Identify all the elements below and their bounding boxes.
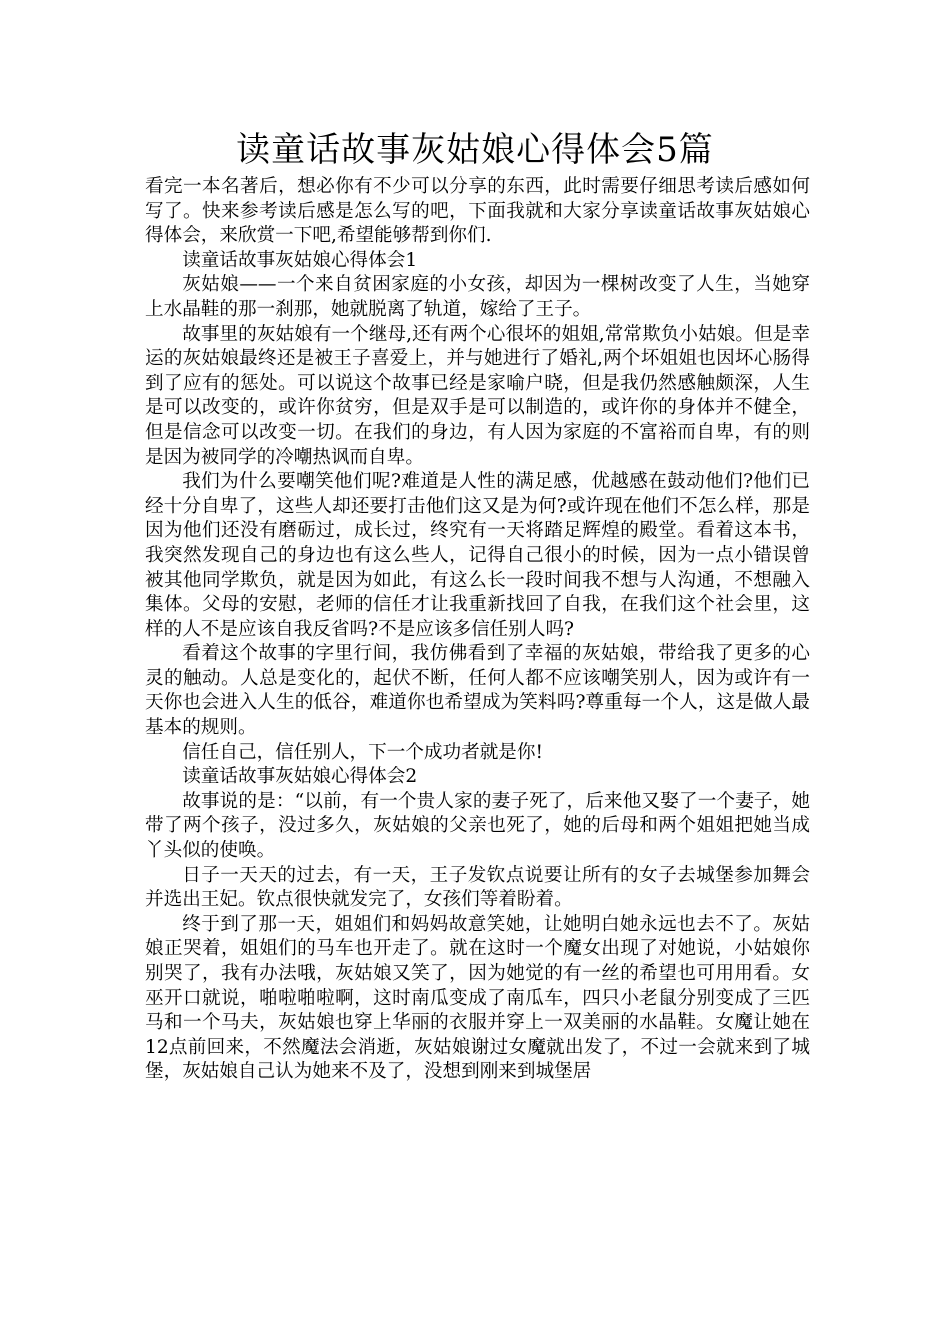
paragraph: 看着这个故事的字里行间，我仿佛看到了幸福的灰姑娘，带给我了更多的心灵的触动。人总是变化的，起伏不断，任何人都不应该嘲笑别人，因为或许有一天你也会进入人生的低谷，难道你也希望成为笑料吗?尊重每一个人，这是做人最基本的规则。 bbox=[145, 643, 810, 739]
section-heading: 读童话故事灰姑娘心得体会1 bbox=[182, 249, 418, 271]
document-body bbox=[145, 175, 810, 1085]
paragraph: 终于到了那一天，姐姐们和妈妈故意笑她，让她明白她永远也去不了。灰姑娘正哭着，姐姐们的马车也开走了。就在这时一个魔女出现了对她说，小姑娘你别哭了，我有办法哦，灰姑娘又笑了，因为她觉的有一丝的希望也可用用看。女巫开口就说，啪啦啪啦啊，这时南瓜变成了南瓜车，四只小老鼠分别变成了三匹马和一个马夫，灰姑娘也穿上华丽的衣服并穿上一双美丽的水晶鞋。女魔让她在12点前回来，不然魔法会消逝，灰姑娘谢过女魔就出发了，不过一会就来到了城堡，灰姑娘自己认为她来不及了，没想到刚来到城堡居 bbox=[145, 913, 810, 1083]
paragraph: 灰姑娘——一个来自贫困家庭的小女孩，却因为一棵树改变了人生，当她穿上水晶鞋的那一刹那，她就脱离了轨道，嫁给了王子。 bbox=[145, 274, 810, 320]
paragraph: 信任自己，信任别人，下一个成功者就是你! bbox=[182, 741, 543, 763]
paragraph: 看完一本名著后，想必你有不少可以分享的东西，此时需要仔细思考读后感如何写了。快来参考读后感是怎么写的吧，下面我就和大家分享读童话故事灰姑娘心得体会，来欣赏一下吧,希望能够帮到你们. bbox=[145, 176, 810, 247]
section-heading: 读童话故事灰姑娘心得体会2 bbox=[182, 766, 418, 788]
paragraph: 故事说的是：“以前，有一个贵人家的妻子死了，后来他又娶了一个妻子，她带了两个孩子，没过多久，灰姑娘的父亲也死了，她的后母和两个姐姐把她当成丫头似的使唤。 bbox=[145, 790, 810, 862]
paragraph: 故事里的灰姑娘有一个继母,还有两个心很坏的姐姐,常常欺负小姑娘。但是幸运的灰姑娘最终还是被王子喜爱上，并与她进行了婚礼,两个坏姐姐也因坏心肠得到了应有的惩处。可以说这个故事已经是家喻户晓，但是我仍然感触颇深，人生是可以改变的，或许你贫穷，但是双手是可以制造的，或许你的身体并不健全，但是信念可以改变一切。在我们的身边，有人因为家庭的不富裕而自卑，有的则是因为被同学的冷嘲热讽而自卑。 bbox=[145, 323, 810, 468]
document-title: 读童话故事灰姑娘心得体会5篇 bbox=[236, 130, 714, 170]
paragraph: 日子一天天的过去，有一天，王子发钦点说要让所有的女子去城堡参加舞会并选出王妃。钦点很快就发完了，女孩们等着盼着。 bbox=[145, 864, 810, 911]
paragraph: 我们为什么要嘲笑他们呢?难道是人性的满足感，优越感在鼓动他们?他们已经十分自卑了，这些人却还要打击他们这又是为何?或许现在他们不怎么样，那是因为他们还没有磨砺过，成长过，终究有一天将踏足辉煌的殿堂。看着这本书，我突然发现自己的身边也有这么些人，记得自己很小的时候，因为一点小错误曾被其他同学欺负，就是因为如此，有这么长一段时间我不想与人沟通，不想融入集体。父母的安慰，老师的信任才让我重新找回了自我，在我们这个社会里，这样的人不是应该自我反省吗?不是应该多信任别人吗? bbox=[145, 471, 810, 640]
